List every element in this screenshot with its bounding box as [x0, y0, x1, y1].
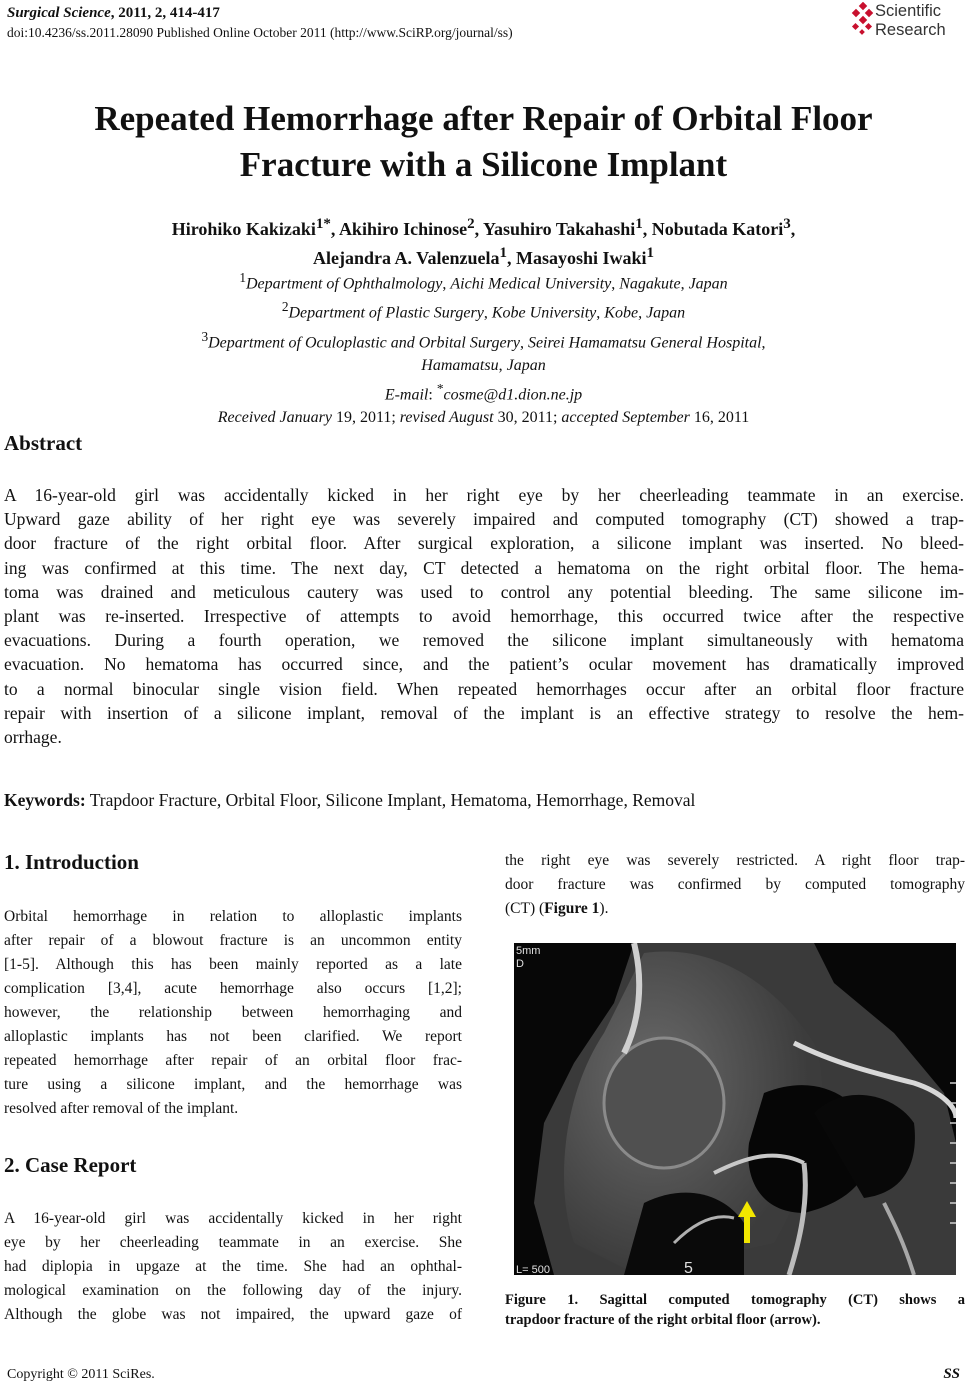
abstract-body [4, 483, 964, 749]
author-sup: 1 [646, 245, 655, 261]
journal-name: Surgical Science [7, 5, 111, 21]
title-line-2: Fracture with a Silicone Implant [239, 145, 728, 184]
logo-mark-icon [849, 2, 875, 38]
abstract-line: repair with insertion of a silicone implant, removal of the implant is an effective strategy to resolve the hem- [4, 702, 964, 723]
ct-scale-label: 5mm [516, 945, 541, 957]
abstract-line: toma was drained and meticulous cautery was used to control any potential bleeding. The same silicone im- [4, 581, 964, 602]
intro-body [4, 905, 462, 1121]
doi-line[interactable]: doi:10.4236/ss.2011.28090 Published Online October 2011 (http://www.SciRP.org/journal/ss) [7, 25, 513, 40]
abstract-line: orrhage. [4, 727, 62, 748]
abstract-line: ing was confirmed at this time. The next day, CT detected a hematoma on the right orbital floor. The hema- [4, 557, 964, 578]
ct-figure [514, 943, 956, 1275]
caption-line: Figure 1. Sagittal computed tomography (CT) shows a [505, 1292, 965, 1308]
intro-line: [1-5]. Although this has been mainly reported as a late [4, 956, 462, 973]
intro-line: resolved after removal of the implant. [4, 1100, 239, 1117]
logo-text-line2: Research [875, 21, 946, 39]
footer-journal: SS [943, 1366, 960, 1382]
author-sup: 1* [315, 216, 331, 232]
intro-line: however, the relationship between hemorrhaging and [4, 1004, 462, 1021]
publisher-logo [849, 2, 967, 42]
keywords-label: Keywords: [4, 790, 86, 810]
author-sup: 1 [499, 245, 507, 261]
intro-line: after repair of a blowout fracture is an uncommon entity [4, 932, 462, 949]
case-line: had diplopia in upgaze at the time. She had an ophthal- [4, 1258, 462, 1275]
intro-line: alloplastic implants has not been clarified. We report [4, 1028, 462, 1045]
intro-line: complication [3,4], acute hemorrhage also occurs [1,2]; [4, 980, 462, 997]
affiliation-2: $^2$Department of Plastic Surgery, Kobe University, Kobe, Japan [281, 299, 686, 322]
author-name: Alejandra A. Valenzuela [312, 248, 500, 268]
intro-line: ture using a silicone implant, and the hemorrhage was [4, 1076, 462, 1093]
author-name: Akihiro Ichinose [338, 219, 468, 239]
case-body [4, 1207, 462, 1327]
abstract-heading: Abstract [4, 431, 83, 455]
case-line: mological examination on the following day of the injury. [4, 1282, 462, 1299]
abstract-line: to a normal binocular single vision field. When repeated hemorrhages occur after an orbital floor fracture [4, 678, 964, 699]
keywords-line [4, 788, 964, 812]
ct-scan-image [514, 943, 956, 1275]
ct-level-label: L= 500 [516, 1264, 550, 1275]
paper-title [30, 96, 937, 188]
ct-corner-label: 5 [684, 1260, 693, 1275]
affiliations [0, 266, 967, 429]
author-sup: 1 [635, 216, 643, 232]
abstract-line: door fracture of the right orbital floor. After surgical exploration, a silicone implant was inserted. No bleed- [4, 533, 964, 554]
right-column-line: the right eye was severely restricted. A right floor trap- [505, 852, 965, 869]
caption-line: trapdoor fracture of the right orbital floor (arrow). [505, 1312, 821, 1328]
keywords-list: Trapdoor Fracture, Orbital Floor, Silicone Implant, Hematoma, Hemorrhage, Removal [89, 790, 696, 810]
case-heading: 2. Case Report [4, 1153, 137, 1177]
abstract-line: evacuations. During a fourth operation, we removed the silicone implant simultaneously with hematoma [4, 630, 964, 651]
right-column-line: door fracture was confirmed by computed tomography [505, 876, 965, 893]
email-line: E-mail: *cosme@d1.dion.ne.jp [384, 380, 583, 404]
affiliation-3-cont: Hamamatsu, Japan [421, 356, 546, 374]
logo-text-line1: Scientific [875, 2, 942, 20]
email-link[interactable]: cosme@d1.dion.ne.jp [443, 386, 583, 404]
footer-copyright: Copyright © 2011 SciRes. [7, 1367, 155, 1382]
ct-dir-label: D [516, 958, 524, 970]
author-sup: 3 [783, 216, 791, 232]
intro-line: Orbital hemorrhage in relation to alloplastic implants [4, 908, 462, 925]
author-sup: 2 [467, 216, 475, 232]
case-line: eye by her cheerleading teammate in an exercise. She [4, 1234, 462, 1251]
affiliation-1: $^1$Department of Ophthalmology, Aichi Medical University, Nagakute, Japan [239, 270, 728, 293]
intro-heading: 1. Introduction [4, 850, 139, 874]
volume-info: , 2011, 2, 414-417 [110, 5, 220, 21]
author-name: Masayoshi Iwaki [515, 248, 647, 268]
abstract-line: evacuation. No hematoma has occurred since, and the patient’s ocular movement has dramatically improved [4, 654, 964, 675]
dates-line: Received January 19, 2011; revised August 30, 2011; accepted September 16, 2011 [217, 409, 750, 427]
journal-header [7, 4, 513, 42]
intro-line: repeated hemorrhage after repair of an orbital floor frac- [4, 1052, 462, 1069]
abstract-line: A 16-year-old girl was accidentally kicked in her right eye by her cheerleading teammate in an exercise. [4, 485, 964, 505]
author-name: Nobutada Katori [651, 219, 784, 239]
figure-ref-link[interactable]: Figure 1 [544, 900, 600, 917]
case-line: A 16-year-old girl was accidentally kicked in her right [4, 1210, 462, 1227]
affiliation-3: $^3$Department of Oculoplastic and Orbital Surgery, Seirei Hamamatsu General Hospital, [201, 328, 766, 351]
author-name: Hirohiko Kakizaki [171, 219, 316, 239]
abstract-line: plant was re-inserted. Irrespective of attempts to avoid hemorrhage, this occurred twice after the respective [4, 606, 964, 627]
title-line-1: Repeated Hemorrhage after Repair of Orbital Floor [94, 99, 873, 138]
right-column-text [505, 849, 965, 921]
figure-caption [505, 1290, 965, 1330]
author-list: Hirohiko Kakizaki$^{1*}$, Akihiro Ichinose$^2$, Yasuhiro Takahashi$^1$, Nobutada Katori$^3$, Alejandra A. Valenzuela$^1$, Masayoshi Iwaki$^1$ [171, 216, 796, 268]
abstract-line: Upward gaze ability of her right eye was severely impaired and computed tomography (CT) showed a trap- [4, 509, 964, 530]
case-line: Although the globe was not impaired, the upward gaze of [4, 1306, 462, 1323]
author-name: Yasuhiro Takahashi [482, 219, 636, 239]
right-last-line: (CT) (Figure 1). [505, 900, 609, 917]
